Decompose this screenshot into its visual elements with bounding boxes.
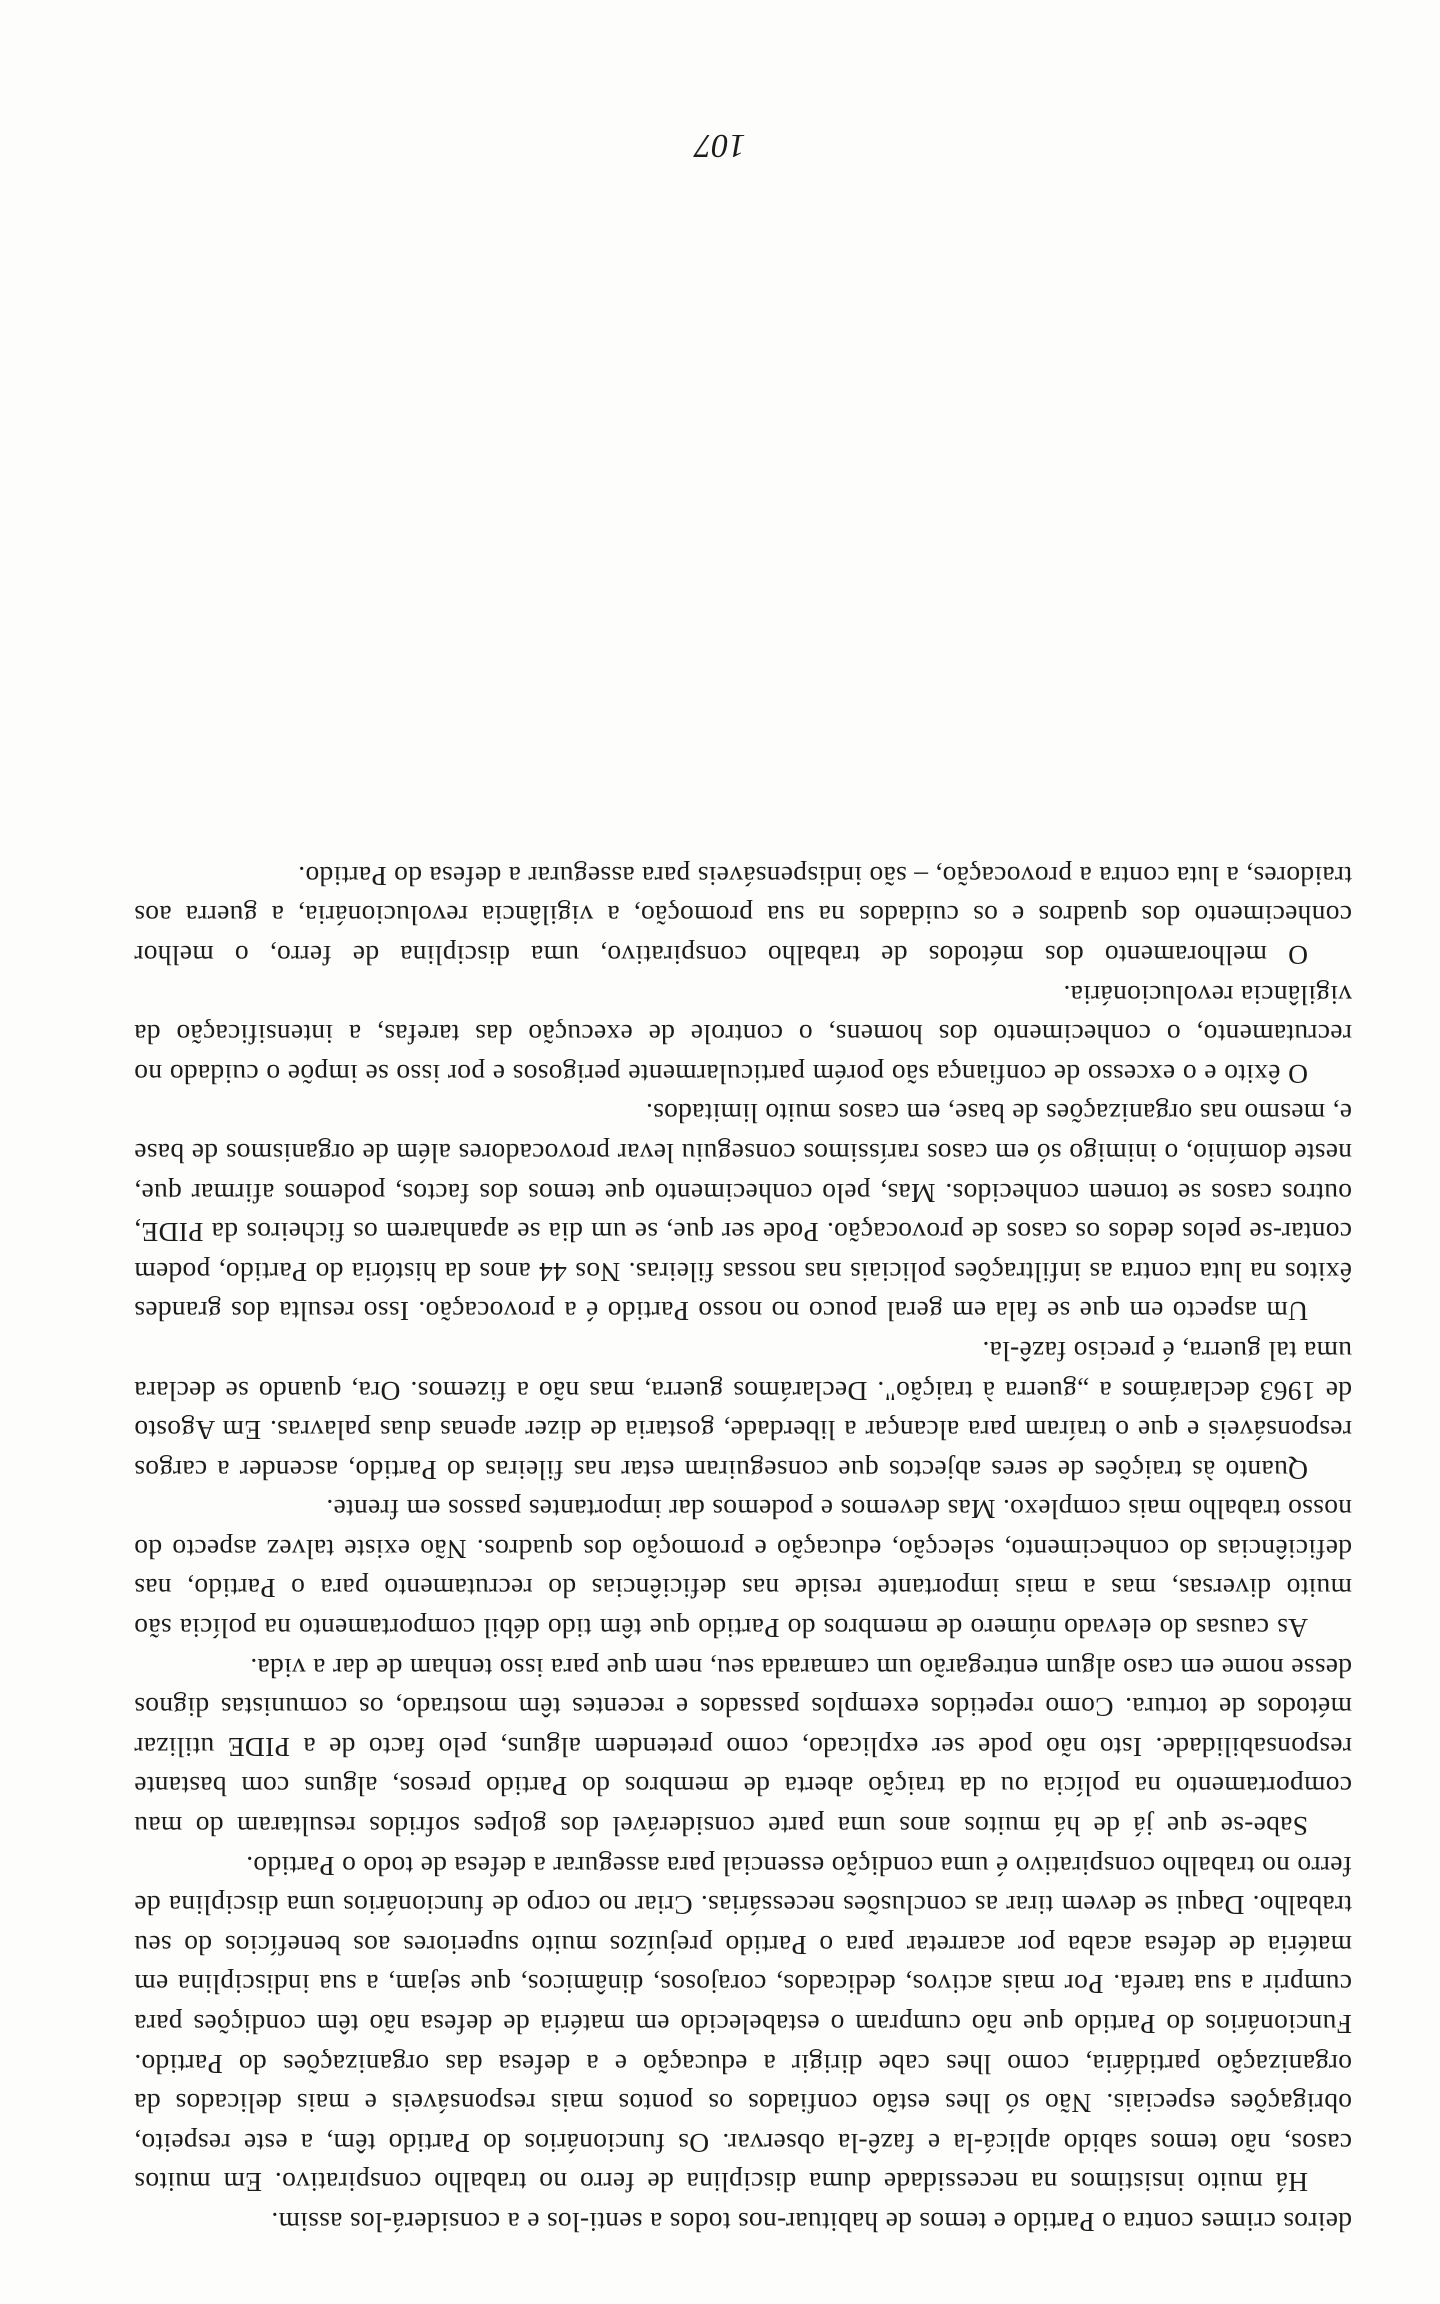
paragraph: O melhoramento dos métodos de trabalho conspirativo, uma disciplina de ferro, o melhor conhecimento dos quadros e os cuidados na sua promoção, a vigilância revolucionária, a guerra aos traidores, a luta contra a provocação, – são indispensáveis para assegurar a defesa do Partido. (134, 860, 1352, 971)
body-text (134, 856, 1352, 2242)
paragraph: Sabe-se que já de há muitos anos uma parte considerável dos golpes sofridos resultaram do mau comportamento na polícia ou da traição aberta de membros do Partido presos, alguns com bastante responsabilidade. Isto não pode ser explicado, como pretendem alguns, pelo facto de a PIDE utilizar métodos de tortura. Como repetidos exemplos passados e recentes têm mostrado, os comunistas dignos desse nome em caso algum entregarão um camarada seu, nem que para isso tenham de dar a vida. (134, 1652, 1352, 1843)
paragraph: Um aspecto em que se fala em geral pouco no nosso Partido é a provocação. Isso resulta dos grandes êxitos na luta contra as infiltrações policiais nas nossas fileiras. Nos 44 anos da história do Partido, podem contar-se pelos dedos os casos de provocação. Pode ser que, se um dia se apanharem os ficheiros da PIDE, outros casos se tornem conhecidos. Mas, pelo conhecimento que temos dos factos, podemos afirmar que, neste domínio, o inimigo só em casos raríssimos conseguiu levar provocadores além de organismos de base e, mesmo nas organizações de base, em casos muito limitados. (134, 1098, 1352, 1328)
paragraph: O êxito e o excesso de confiança são porém particularmente perigosos e por isso se impõe o cuidado no recrutamento, o conhecimento dos homens, o controle de execução das tarefas, a intensificação da vigilância revolucionária. (134, 979, 1352, 1090)
page-number: 107 (694, 127, 746, 164)
paragraph: Quanto às traições de seres abjectos que conseguiram estar nas fileiras do Partido, ascender a cargos responsáveis e que o traíram para alcançar a liberdade, gostaria de dizer apenas duas palavras. Em Agosto de 1963 declarámos a „guerra à traição". Declarámos guerra, mas não a fizemos. Ora, quando se declara uma tal guerra, é preciso fazê-la. (134, 1335, 1352, 1486)
paragraph: deiros crimes contra o Partido e temos de habituar-nos todos a senti-los e a considerá-los assim. (271, 2207, 1352, 2238)
paragraph: As causas do elevado número de membros do Partido que têm tido débil comportamento na polícia são muito diversas, mas a mais importante reside nas deficiências do recrutamento para o Partido, nas deficiências do conhecimento, selecção, educação e promoção dos quadros. Não existe talvez aspecto do nosso trabalho mais complexo. Mas devemos e podemos dar importantes passos em frente. (134, 1494, 1352, 1645)
paragraph: Há muito insistimos na necessidade duma disciplina de ferro no trabalho conspirativo. Em muitos casos, não temos sabido aplicá-la e fazê-la observar. Os funcionários do Partido têm, a este respeito, obrigações especiais. Não só lhes estão confiados os pontos mais responsáveis e mais delicados da organização partidária, como lhes cabe dirigir a educação e a defesa das organizações do Partido. Funcionários do Partido que não cumpram o estabelecido em matéria de defesa não têm condições para cumprir a sua tarefa. Por mais activos, dedicados, corajosos, dinâmicos, que sejam, a sua indisciplina em matéria de defesa acaba por acarretar para o Partido prejuízos muito superiores aos benefícios do seu trabalho. Daqui se devem tirar as conclusões necessárias. Criar no corpo de funcionários uma disciplina de ferro no trabalho conspirativo é uma condição essencial para assegurar a defesa de todo o Partido. (134, 1850, 1352, 2199)
